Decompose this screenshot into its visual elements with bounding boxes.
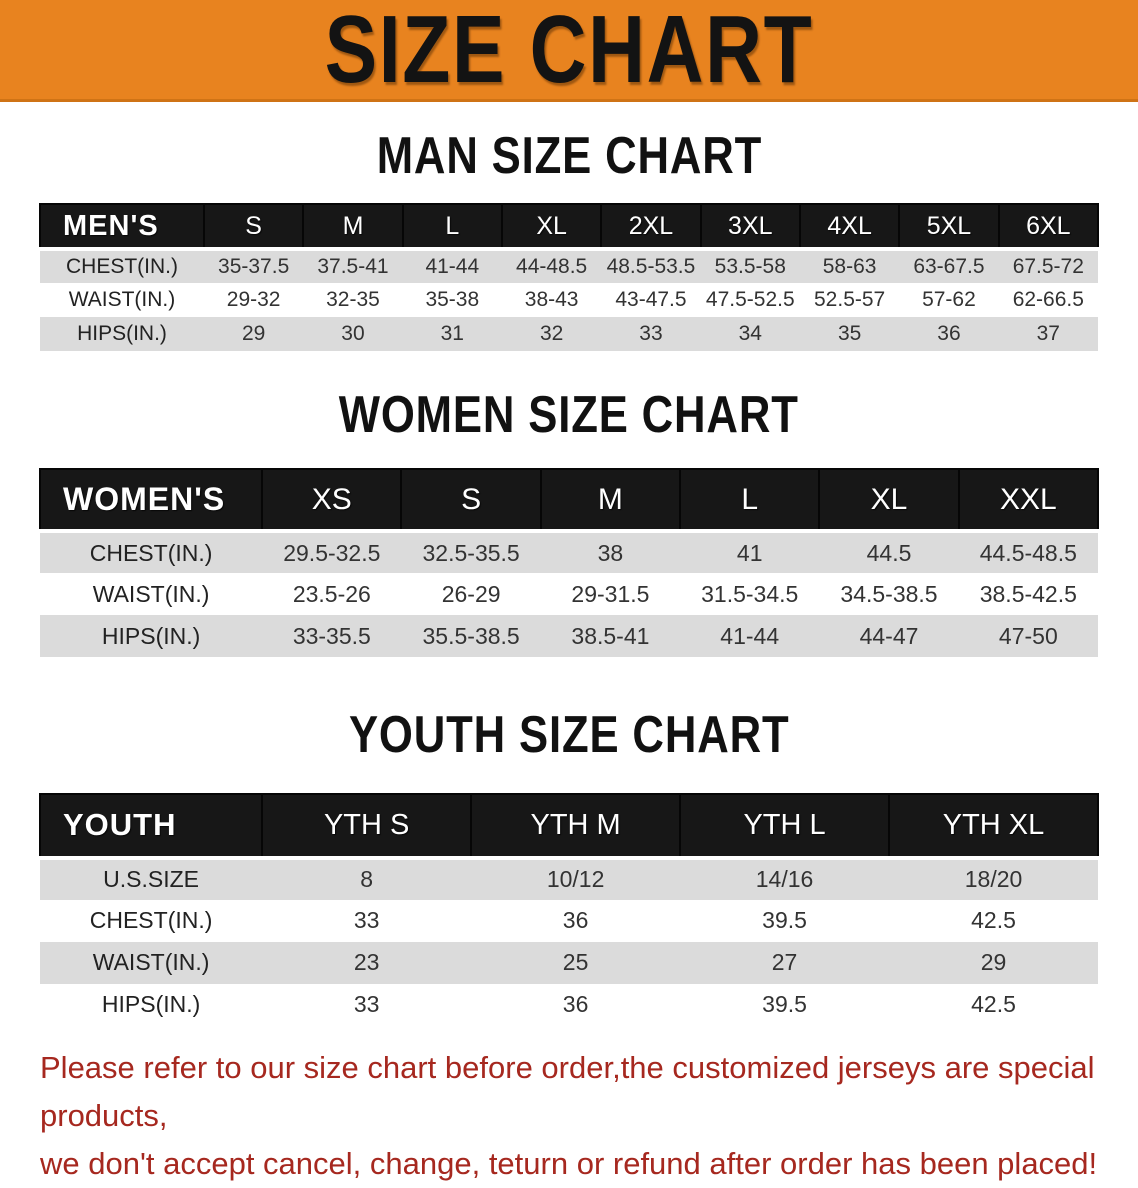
women-heading — [0, 387, 1138, 444]
youth-heading-text: YOUTH SIZE CHART — [348, 706, 790, 765]
size-column-header: 5XL — [899, 204, 998, 249]
size-header-row — [40, 794, 1098, 858]
measurement-value: 37 — [999, 317, 1098, 351]
measurement-value: 30 — [303, 317, 402, 351]
measurement-row — [40, 615, 1098, 657]
measurement-row — [40, 942, 1098, 984]
size-column-header: YTH S — [262, 794, 471, 858]
size-column-header: YTH M — [471, 794, 680, 858]
size-column-header: XL — [502, 204, 601, 249]
measurement-value: 33-35.5 — [262, 615, 401, 657]
measurement-label: WAIST(IN.) — [40, 283, 204, 317]
measurement-label: CHEST(IN.) — [40, 249, 204, 283]
measurement-value: 39.5 — [680, 900, 889, 942]
measurement-value: 34.5-38.5 — [819, 573, 958, 615]
measurement-value: 32 — [502, 317, 601, 351]
measurement-value: 47.5-52.5 — [701, 283, 800, 317]
measurement-row — [40, 900, 1098, 942]
measurement-value: 41 — [680, 531, 819, 573]
measurement-value: 44-48.5 — [502, 249, 601, 283]
measurement-value: 53.5-58 — [701, 249, 800, 283]
size-column-header: 3XL — [701, 204, 800, 249]
measurement-value: 37.5-41 — [303, 249, 402, 283]
measurement-value: 35-38 — [403, 283, 502, 317]
size-column-header: M — [541, 469, 680, 531]
size-column-header: XL — [819, 469, 958, 531]
measurement-value: 10/12 — [471, 858, 680, 900]
size-column-header: 4XL — [800, 204, 899, 249]
measurement-value: 42.5 — [889, 984, 1098, 1026]
measurement-value: 44.5 — [819, 531, 958, 573]
measurement-value: 23.5-26 — [262, 573, 401, 615]
measurement-value: 35 — [800, 317, 899, 351]
footer-notice — [0, 1044, 1138, 1188]
size-column-header: YTH XL — [889, 794, 1098, 858]
measurement-value: 44-47 — [819, 615, 958, 657]
women-size-table — [39, 468, 1099, 657]
measurement-value: 29 — [204, 317, 303, 351]
page-title: SIZE CHART — [324, 0, 814, 103]
measurement-value: 67.5-72 — [999, 249, 1098, 283]
size-header-row — [40, 469, 1098, 531]
size-column-header: 6XL — [999, 204, 1098, 249]
measurement-value: 43-47.5 — [601, 283, 700, 317]
men-section — [0, 102, 1138, 351]
notice-line-2: we don't accept cancel, change, teturn or refund after order has been placed! — [40, 1145, 1098, 1181]
measurement-value: 35-37.5 — [204, 249, 303, 283]
measurement-row — [40, 249, 1098, 283]
measurement-value: 48.5-53.5 — [601, 249, 700, 283]
men-heading-text: MAN SIZE CHART — [376, 127, 762, 185]
measurement-value: 35.5-38.5 — [401, 615, 540, 657]
size-column-header: L — [680, 469, 819, 531]
measurement-value: 27 — [680, 942, 889, 984]
youth-section — [0, 657, 1138, 1025]
measurement-value: 36 — [471, 984, 680, 1026]
measurement-label: HIPS(IN.) — [40, 984, 262, 1026]
measurement-label: HIPS(IN.) — [40, 317, 204, 351]
size-column-header: 2XL — [601, 204, 700, 249]
measurement-value: 39.5 — [680, 984, 889, 1026]
measurement-value: 36 — [471, 900, 680, 942]
measurement-row — [40, 317, 1098, 351]
measurement-value: 18/20 — [889, 858, 1098, 900]
measurement-value: 23 — [262, 942, 471, 984]
measurement-value: 29.5-32.5 — [262, 531, 401, 573]
measurement-row — [40, 984, 1098, 1026]
group-label: WOMEN'S — [40, 469, 262, 531]
measurement-row — [40, 283, 1098, 317]
measurement-value: 41-44 — [680, 615, 819, 657]
measurement-value: 8 — [262, 858, 471, 900]
women-heading-text: WOMEN SIZE CHART — [339, 386, 799, 445]
measurement-value: 29-32 — [204, 283, 303, 317]
measurement-value: 63-67.5 — [899, 249, 998, 283]
measurement-value: 36 — [899, 317, 998, 351]
measurement-value: 29 — [889, 942, 1098, 984]
measurement-value: 34 — [701, 317, 800, 351]
measurement-label: CHEST(IN.) — [40, 531, 262, 573]
measurement-value: 29-31.5 — [541, 573, 680, 615]
measurement-value: 14/16 — [680, 858, 889, 900]
measurement-label: HIPS(IN.) — [40, 615, 262, 657]
measurement-value: 33 — [262, 900, 471, 942]
group-label: YOUTH — [40, 794, 262, 858]
measurement-value: 38.5-41 — [541, 615, 680, 657]
measurement-value: 32.5-35.5 — [401, 531, 540, 573]
measurement-value: 33 — [601, 317, 700, 351]
measurement-value: 38 — [541, 531, 680, 573]
measurement-value: 41-44 — [403, 249, 502, 283]
size-column-header: L — [403, 204, 502, 249]
youth-size-table — [39, 793, 1099, 1026]
notice-line-1: Please refer to our size chart before order,the customized jerseys are special products, — [40, 1049, 1095, 1133]
size-column-header: YTH L — [680, 794, 889, 858]
measurement-value: 52.5-57 — [800, 283, 899, 317]
measurement-value: 26-29 — [401, 573, 540, 615]
measurement-value: 44.5-48.5 — [959, 531, 1098, 573]
measurement-label: CHEST(IN.) — [40, 900, 262, 942]
measurement-row — [40, 531, 1098, 573]
measurement-value: 31.5-34.5 — [680, 573, 819, 615]
youth-heading — [0, 707, 1138, 764]
measurement-label: WAIST(IN.) — [40, 942, 262, 984]
measurement-value: 25 — [471, 942, 680, 984]
measurement-value: 47-50 — [959, 615, 1098, 657]
men-heading — [0, 128, 1138, 185]
size-column-header: XXL — [959, 469, 1098, 531]
size-column-header: M — [303, 204, 402, 249]
measurement-value: 58-63 — [800, 249, 899, 283]
measurement-value: 31 — [403, 317, 502, 351]
size-header-row — [40, 204, 1098, 249]
measurement-value: 38-43 — [502, 283, 601, 317]
men-size-table — [39, 203, 1099, 351]
measurement-row — [40, 573, 1098, 615]
measurement-label: U.S.SIZE — [40, 858, 262, 900]
measurement-value: 57-62 — [899, 283, 998, 317]
size-column-header: XS — [262, 469, 401, 531]
banner — [0, 0, 1138, 102]
measurement-value: 42.5 — [889, 900, 1098, 942]
group-label: MEN'S — [40, 204, 204, 249]
measurement-value: 33 — [262, 984, 471, 1026]
measurement-row — [40, 858, 1098, 900]
measurement-label: WAIST(IN.) — [40, 573, 262, 615]
size-column-header: S — [204, 204, 303, 249]
measurement-value: 32-35 — [303, 283, 402, 317]
women-section — [0, 351, 1138, 657]
measurement-value: 38.5-42.5 — [959, 573, 1098, 615]
measurement-value: 62-66.5 — [999, 283, 1098, 317]
size-column-header: S — [401, 469, 540, 531]
